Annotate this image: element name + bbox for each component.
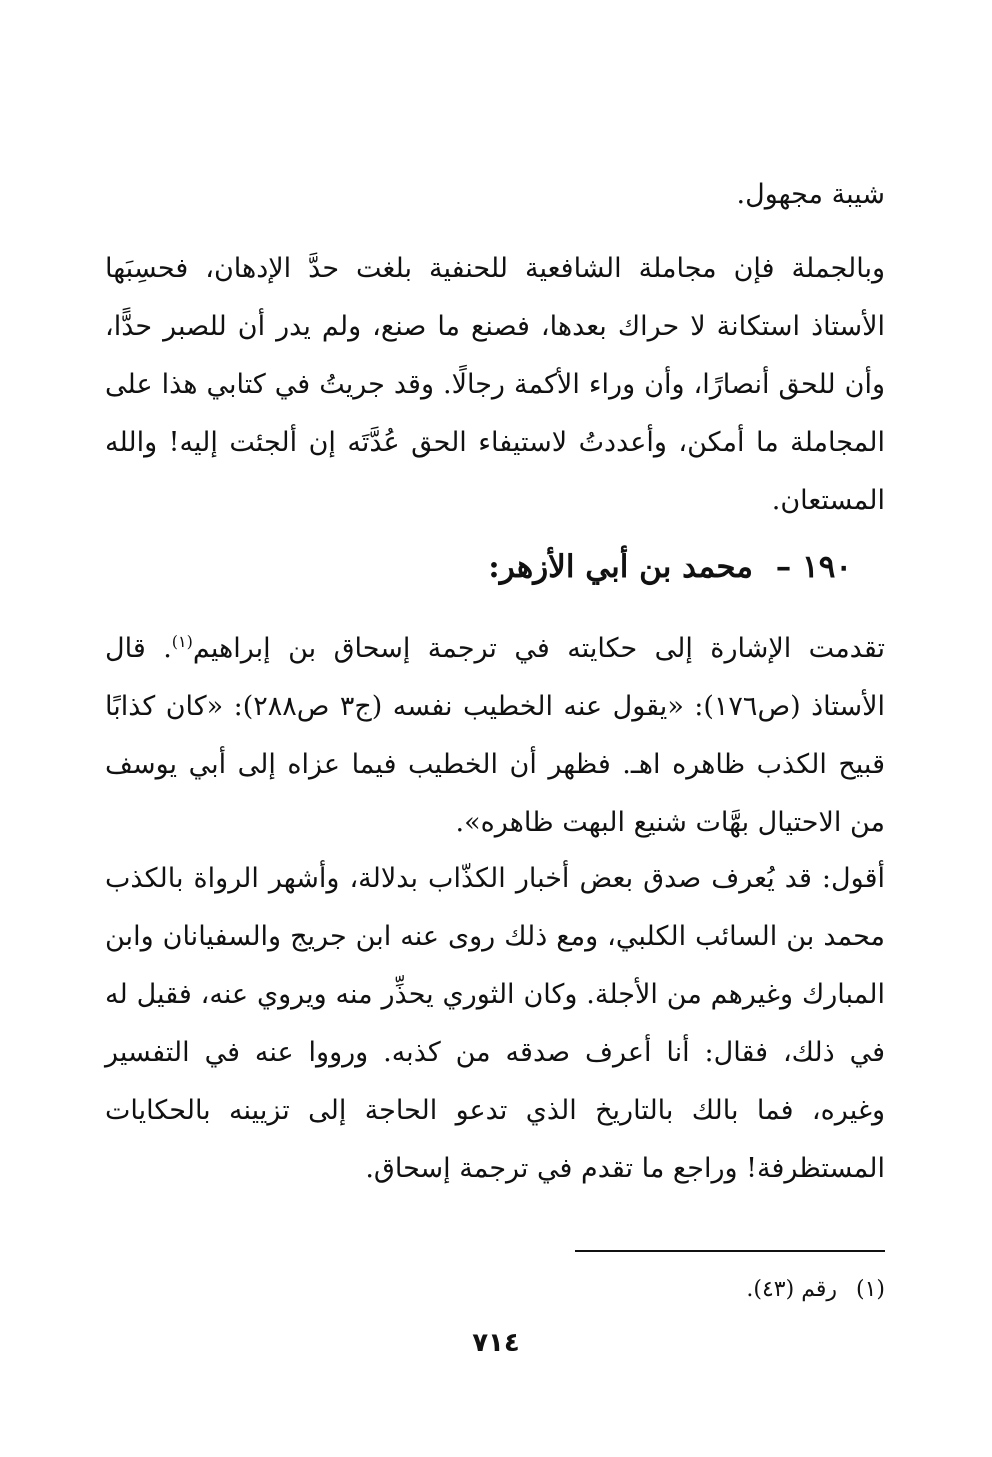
footnote-reference[interactable]: (١) (171, 632, 193, 651)
page-number: ٧١٤ (472, 1328, 520, 1358)
footnote (746, 1270, 885, 1310)
footnote-number: (١) (855, 1277, 885, 1302)
entry-heading (488, 538, 852, 596)
footnote-text: رقم (٤٣). (746, 1277, 837, 1302)
paragraph-entry-1 (105, 620, 885, 852)
entry-text-before-ref: تقدمت الإشارة إلى حكايته في ترجمة إسحاق بن إبراهيم (192, 633, 885, 664)
footnote-divider (575, 1250, 885, 1252)
entry-number: ١٩٠ – (775, 549, 852, 585)
paragraph-entry-2: أقول: قد يُعرف صدق بعض أخبار الكذّاب بدلالة، وأشهر الرواة بالكذب محمد بن السائب الكلبي، ومع ذلك روى عنه ابن جريج والسفيانان وابن المبارك وغيرهم من الأجلة. وكان الثوري يحذِّر منه ويروي عنه، فقيل له في ذلك، فقال: أنا أعرف صدقه من كذبه. ورووا عنه في التفسير وغيره، فما بالك بالتاريخ الذي تدعو الحاجة إلى تزيينه بالحكايات المستظرفة! وراجع ما تقدم في ترجمة إسحاق. (105, 863, 885, 1184)
paragraph-intro: شيبة مجهول. (736, 179, 885, 210)
entry-title: محمد بن أبي الأزهر: (488, 549, 753, 585)
paragraph-conclusion: وبالجملة فإن مجاملة الشافعية للحنفية بلغت حدَّ الإدهان، فحسِبَها الأستاذ استكانة لا حراك بعدها، فصنع ما صنع، ولم يدر أن للصبر حدًّا، وأن للحق أنصارًا، وأن وراء الأكمة رجالًا. وقد جريتُ في كتابي هذا على المجاملة ما أمكن، وأعددتُ لاستيفاء الحق عُدَّتَه إن ألجئت إليه! والله المستعان. (105, 253, 885, 516)
entry-text-after-ref: . قال الأستاذ (ص١٧٦): «يقول عنه الخطيب نفسه (ج٣ ص٢٨٨): «كان كذابًا قبيح الكذب ظاهره اهـ. فظهر أن الخطيب فيما عزاه إلى أبي يوسف من الاحتيال بهَّات شنيع البهت ظاهره». (105, 633, 885, 838)
